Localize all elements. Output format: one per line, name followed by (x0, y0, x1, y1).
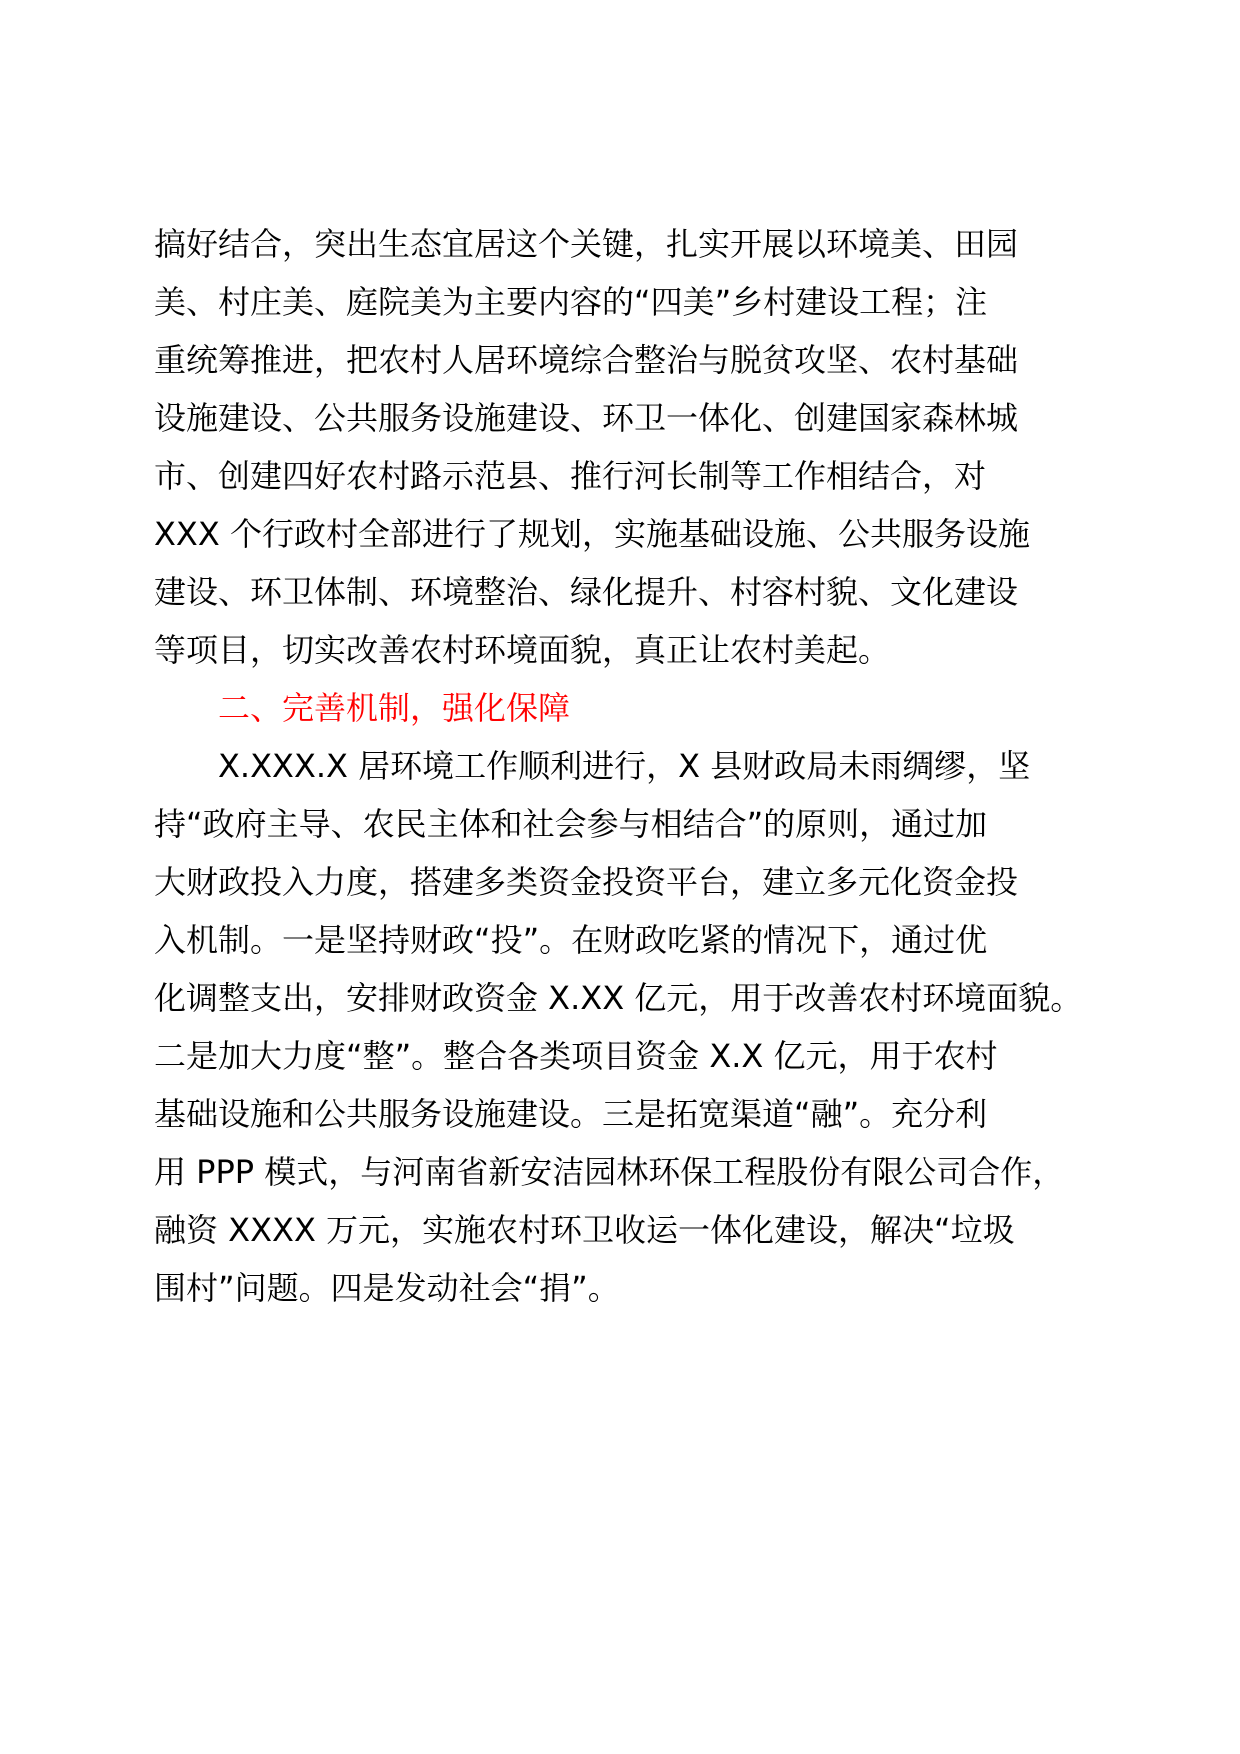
paragraph-2-line-6: 二是加大力度“整”。整合各类项目资金 X.X 亿元，用于农村 (154, 1037, 998, 1075)
paragraph-2-line-9: 融资 XXXX 万元，实施农村环卫收运一体化建设，解决“垃圾 (154, 1211, 1015, 1249)
paragraph-1-line-2: 美、村庄美、庭院美为主要内容的“四美”乡村建设工程；注 (154, 283, 988, 321)
paragraph-1-line-3: 重统筹推进，把农村人居环境综合整治与脱贫攻坚、农村基础 (154, 341, 1019, 379)
paragraph-2-line-7: 基础设施和公共服务设施建设。三是拓宽渠道“融”。充分利 (154, 1095, 988, 1133)
paragraph-2-line-4: 入机制。一是坚持财政“投”。在财政吃紧的情况下，通过优 (154, 921, 988, 959)
section-heading: 二、完善机制，强化保障 (218, 689, 571, 727)
paragraph-2-line-10: 围村”问题。四是发动社会“捐”。 (154, 1269, 620, 1307)
paragraph-1-line-8: 等项目，切实改善农村环境面貌，真正让农村美起。 (154, 631, 891, 669)
paragraph-1-line-4: 设施建设、公共服务设施建设、环卫一体化、创建国家森林城 (154, 399, 1019, 437)
paragraph-2-line-5: 化调整支出，安排财政资金 X.XX 亿元，用于改善农村环境面貌。 (154, 979, 1083, 1017)
paragraph-2-line-1: X.XXX.X 居环境工作顺利进行，X 县财政局未雨绸缪，坚 (218, 747, 1031, 785)
paragraph-1-line-6: XXX 个行政村全部进行了规划，实施基础设施、公共服务设施 (154, 515, 1030, 553)
paragraph-2-line-3: 大财政投入力度，搭建多类资金投资平台，建立多元化资金投 (154, 863, 1019, 901)
paragraph-1-line-7: 建设、环卫体制、环境整治、绿化提升、村容村貌、文化建设 (154, 573, 1019, 611)
paragraph-1-line-5: 市、创建四好农村路示范县、推行河长制等工作相结合，对 (154, 457, 987, 495)
paragraph-2-line-8: 用 PPP 模式，与河南省新安洁园林环保工程股份有限公司合作， (154, 1153, 1065, 1191)
paragraph-2-line-2: 持“政府主导、农民主体和社会参与相结合”的原则，通过加 (154, 805, 988, 843)
paragraph-1-line-1: 搞好结合，突出生态宜居这个关键，扎实开展以环境美、田园 (154, 225, 1019, 263)
